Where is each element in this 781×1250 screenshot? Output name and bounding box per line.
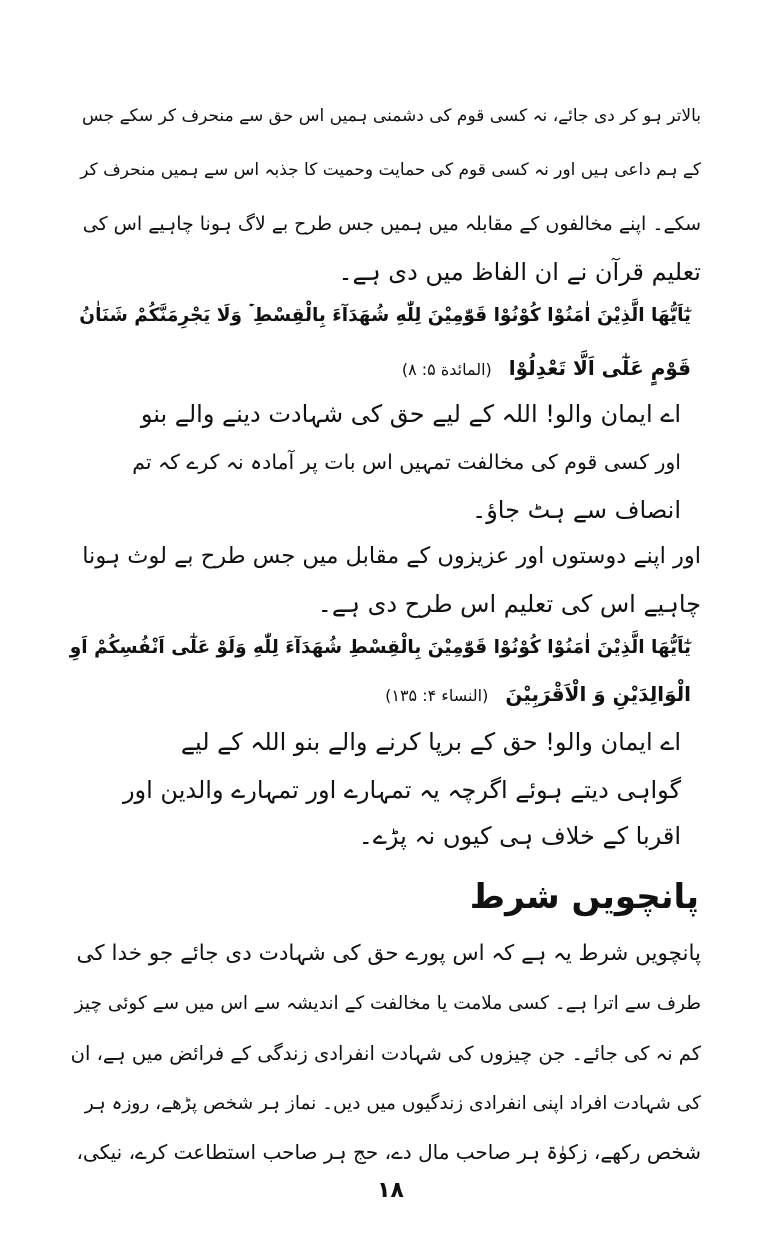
translation-1-line-2: اور کسی قوم کی مخالفت تمہیں اس بات پر آمادہ نہ کرے کہ تم [132, 450, 681, 474]
verse-2-line-2 [71, 680, 691, 710]
translation-2-line-1: اے ایمان والو! حق کے برپا کرنے والے بنو اللہ کے لیے [180, 728, 681, 756]
paragraph-1-line-3: سکے۔ اپنے مخالفوں کے مقابلہ میں ہمیں جس طرح بے لاگ ہونا چاہیے اس کی [82, 213, 701, 235]
verse-1-line-1: يٰٓاَيُّهَا الَّذِيْنَ اٰمَنُوْا كُوْنُوْا قَوّٰمِيْنَ لِلّٰهِ شُهَدَآءَ بِالْقِسْطِ ۡ وَلَا يَجْرِمَنَّكُمْ شَنَاٰنُ [79, 305, 691, 326]
verse-1-reference: (المائدة ۵: ۸) [401, 360, 492, 379]
translation-2-line-2: گواہی دیتے ہوئے اگرچہ یہ تمہارے اور تمہارے والدین اور [122, 776, 681, 804]
translation-2-line-3: اقربا کے خلاف ہی کیوں نہ پڑے۔ [358, 822, 681, 850]
verse-2-reference: (النساء ۴: ۱۳۵) [385, 686, 489, 705]
paragraph-1-line-4: تعلیم قرآن نے ان الفاظ میں دی ہے۔ [338, 258, 701, 286]
paragraph-3-line-1: پانچویں شرط یہ ہے کہ اس پورے حق کی شہادت دی جائے جو خدا کی [76, 941, 701, 966]
paragraph-3-line-3: کم نہ کی جائے۔ جن چیزوں کی شہادت انفرادی زندگی کے فرائض میں ہے، ان [70, 1042, 701, 1065]
paragraph-2-line-1: اور اپنے دوستوں اور عزیزوں کے مقابل میں جس طرح بے لوث ہونا [82, 543, 701, 569]
translation-1-line-1: اے ایمان والو! اللہ کے لیے حق کی شہادت دینے والے بنو [140, 400, 681, 428]
paragraph-1-line-2: کے ہم داعی ہیں اور نہ کسی قوم کی حمایت وحمیت کا جذبہ اس سے ہمیں منحرف کر [80, 160, 701, 180]
paragraph-1-line-1: بالاتر ہو کر دی جائے، نہ کسی قوم کی دشمنی ہمیں اس حق سے منحرف کر سکے جس [82, 106, 701, 126]
paragraph-3-line-5: شخص رکھے، زکوٰۃ ہر صاحب مال دے، حج ہر صاحب استطاعت کرے، نیکی، [76, 1140, 701, 1164]
verse-1-text: قَوْمٍ عَلٰٓى اَلَّا تَعْدِلُوْا [508, 356, 691, 380]
paragraph-3-line-2: طرف سے اترا ہے۔ کسی ملامت یا مخالفت کے اندیشہ سے اس میں سے کوئی چیز [74, 993, 701, 1014]
paragraph-2-line-2: چاہیے اس کی تعلیم اس طرح دی ہے۔ [317, 590, 701, 618]
paragraph-3-line-4: کی شہادت افراد اپنی انفرادی زندگیوں میں دیں۔ نماز ہر شخص پڑھے، روزہ ہر [84, 1093, 701, 1114]
translation-1-line-3: انصاف سے ہٹ جاؤ۔ [472, 496, 681, 524]
verse-2-text: الْوَالِدَيْنِ وَ الْاَقْرَبِيْنَ [505, 682, 691, 706]
verse-1-line-2 [71, 354, 691, 384]
page-number: ۱۸ [377, 1178, 404, 1203]
section-heading: پانچویں شرط [469, 877, 699, 917]
verse-2-line-1: يٰٓاَيُّهَا الَّذِيْنَ اٰمَنُوْا كُوْنُوْا قَوّٰمِيْنَ بِالْقِسْطِ شُهَدَآءَ لِلّٰهِ وَلَوْ عَلٰٓى اَنْفُسِكُمْ اَوِ [69, 637, 691, 658]
